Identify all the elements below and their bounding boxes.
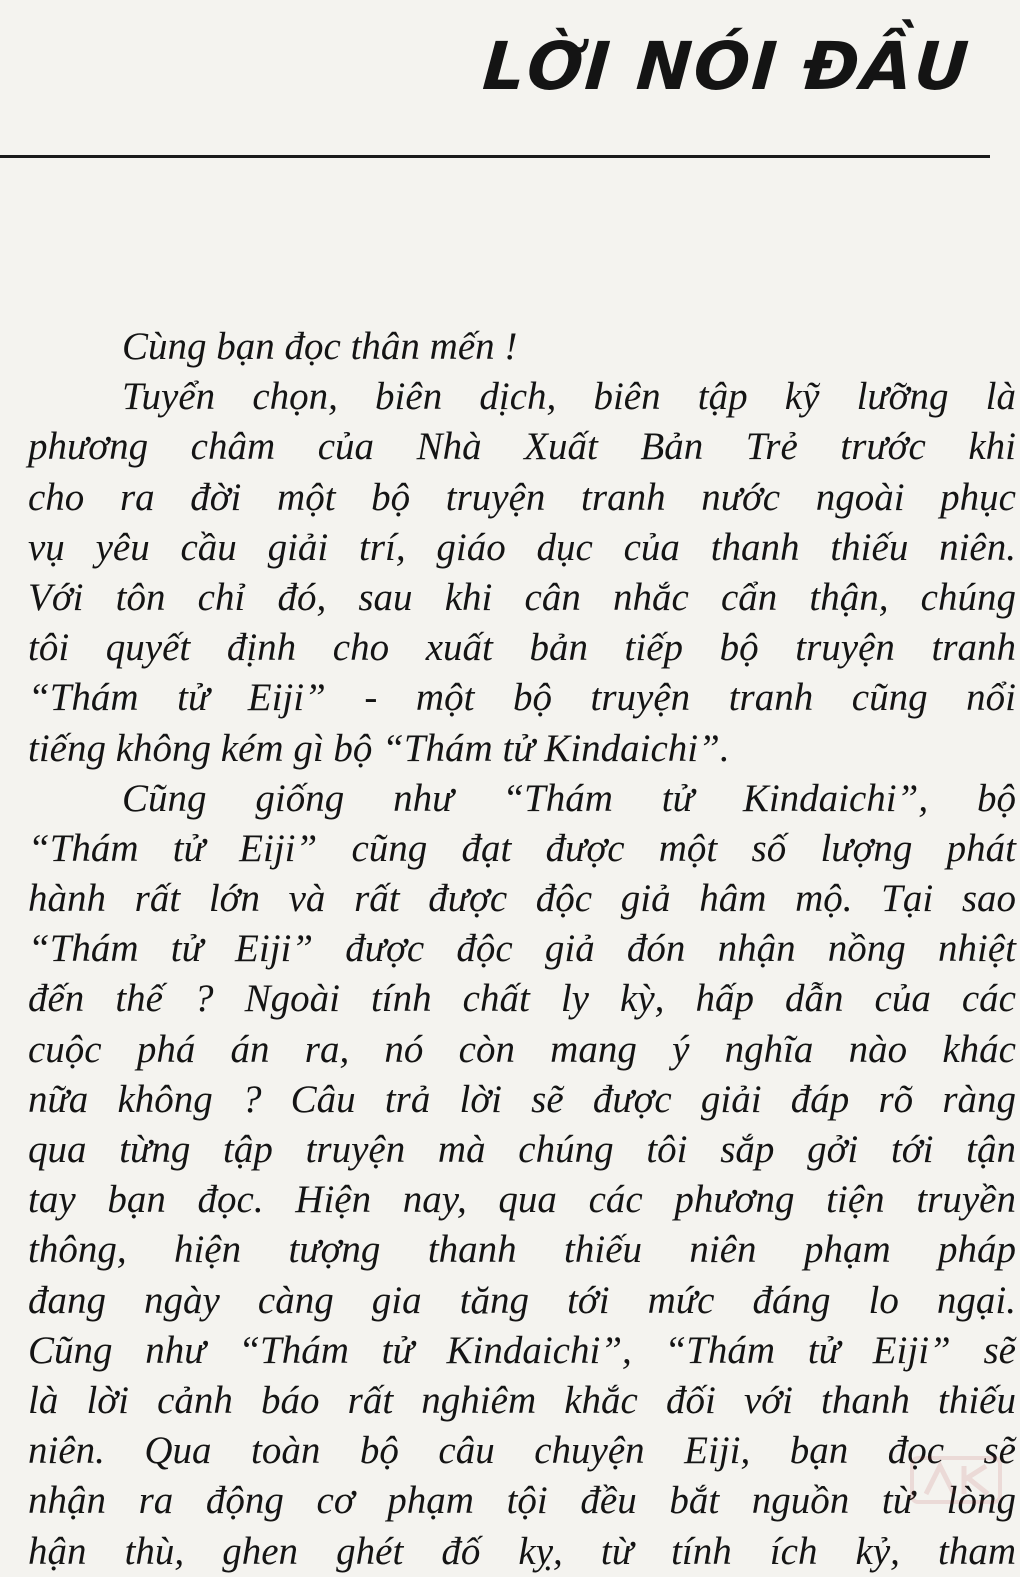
text-line: niên. Qua toàn bộ câu chuyện Eiji, bạn đọc sẽ — [28, 1429, 1016, 1473]
text-line: Tuyển chọn, biên dịch, biên tập kỹ lưỡng là — [122, 375, 1016, 419]
text-line: nhận ra động cơ phạm tội đều bắt nguồn từ lòng — [28, 1479, 1016, 1523]
text-line: Với tôn chỉ đó, sau khi cân nhắc cẩn thận, chúng — [28, 575, 1016, 619]
text-line: đến thế ? Ngoài tính chất ly kỳ, hấp dẫn của các — [28, 977, 1016, 1021]
text-line: Cũng giống như “Thám tử Kindaichi”, bộ — [122, 776, 1016, 820]
title-divider — [0, 155, 990, 158]
text-line: hận thù, ghen ghét đố kỵ, từ tính ích kỷ, tham — [28, 1529, 1016, 1573]
watermark-logo — [906, 1450, 1006, 1510]
text-line: cho ra đời một bộ truyện tranh nước ngoài phục — [28, 475, 1016, 519]
text-line: thông, hiện tượng thanh thiếu niên phạm pháp — [28, 1228, 1016, 1272]
text-line: Cũng như “Thám tử Kindaichi”, “Thám tử Eiji” sẽ — [28, 1328, 1016, 1372]
text-line: Cùng bạn đọc thân mến ! — [122, 325, 518, 368]
text-line: nữa không ? Câu trả lời sẽ được giải đáp rõ ràng — [28, 1077, 1016, 1121]
text-line: đang ngày càng gia tăng tới mức đáng lo ngại. — [28, 1278, 1016, 1322]
text-line: qua từng tập truyện mà chúng tôi sắp gởi tới tận — [28, 1128, 1016, 1171]
text-line: phương châm của Nhà Xuất Bản Trẻ trước khi — [28, 425, 1016, 469]
text-line: tay bạn đọc. Hiện nay, qua các phương tiện truyền — [28, 1178, 1016, 1222]
text-line: là lời cảnh báo rất nghiêm khắc đối với thanh thiếu — [28, 1378, 1016, 1422]
text-line: cuộc phá án ra, nó còn mang ý nghĩa nào khác — [28, 1027, 1016, 1071]
body-text — [28, 322, 1016, 1577]
text-line: “Thám tử Eiji” cũng đạt được một số lượng phát — [28, 826, 1016, 870]
text-line: vụ yêu cầu giải trí, giáo dục của thanh thiếu niên. — [28, 525, 1016, 569]
page-title: LỜI NÓI ĐẦU — [480, 28, 973, 105]
text-line: “Thám tử Eiji” được độc giả đón nhận nồng nhiệt — [28, 927, 1016, 971]
text-line: tôi quyết định cho xuất bản tiếp bộ truyện tranh — [28, 626, 1016, 670]
text-line: hành rất lớn và rất được độc giả hâm mộ. Tại sao — [28, 877, 1016, 921]
text-line: “Thám tử Eiji” - một bộ truyện tranh cũng nổi — [28, 676, 1016, 720]
text-line: tiếng không kém gì bộ “Thám tử Kindaichi”. — [28, 726, 730, 770]
